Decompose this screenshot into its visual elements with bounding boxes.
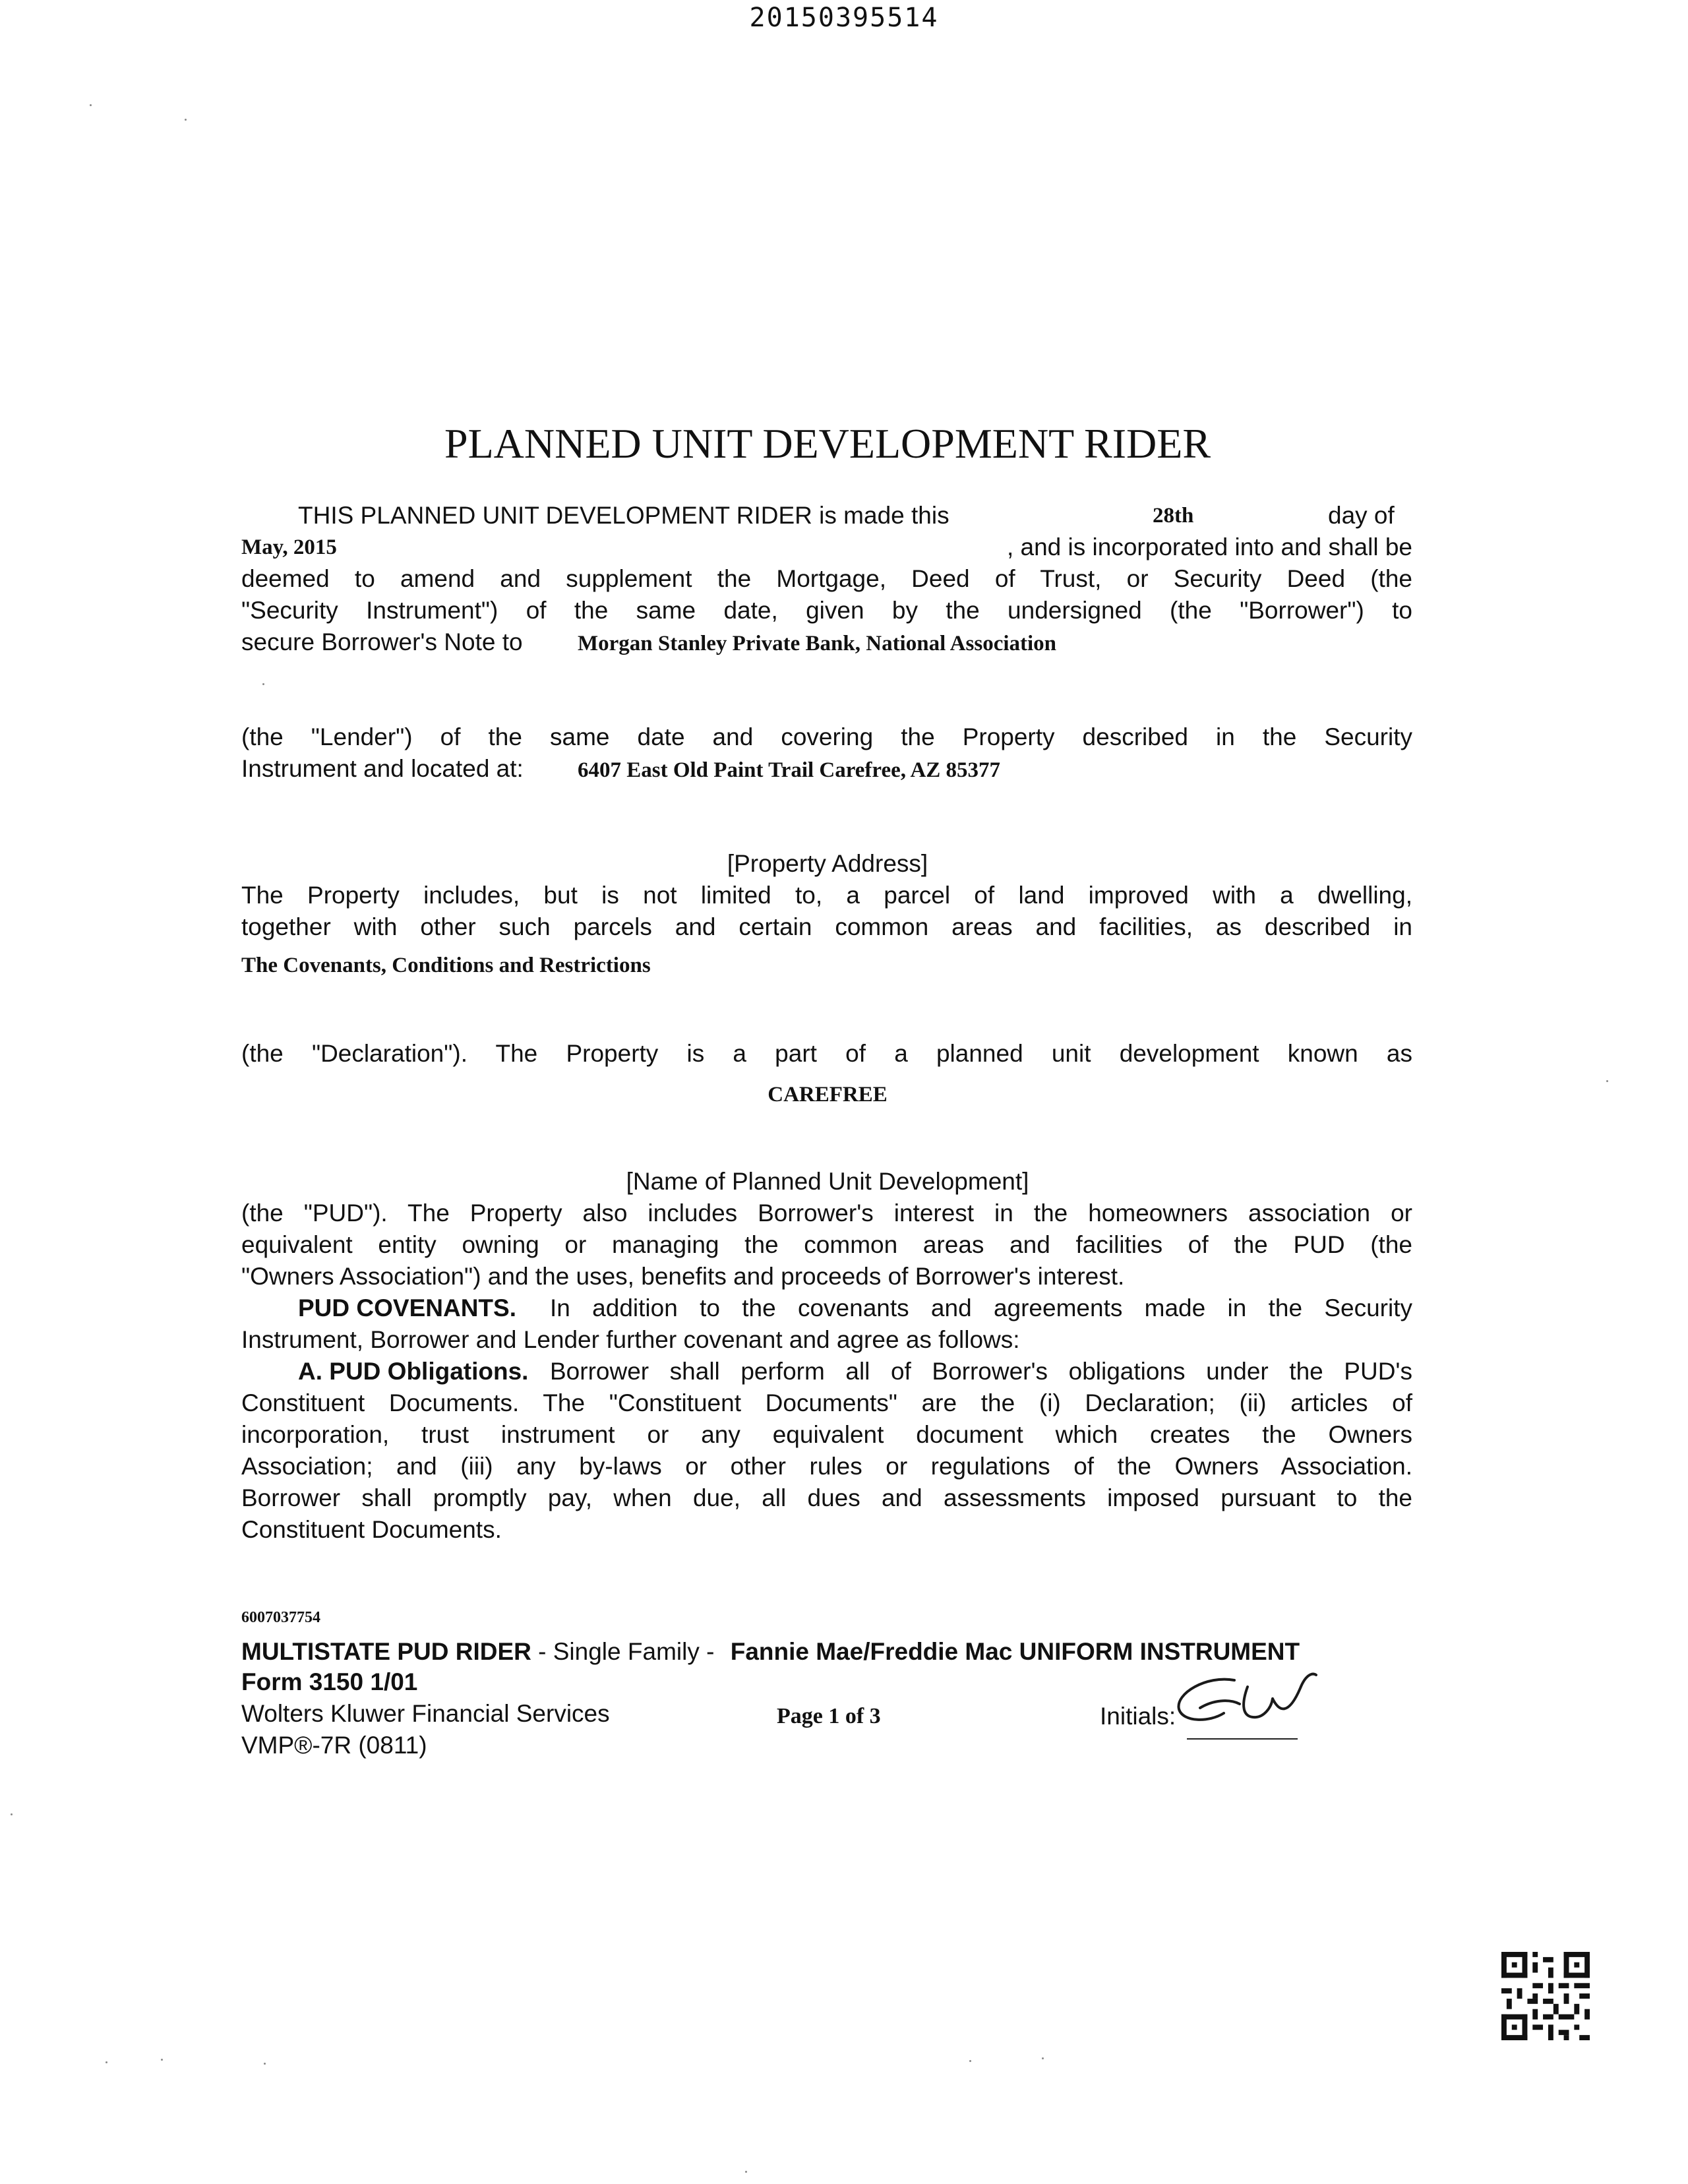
obligations-line-1: Borrower shall perform all of Borrower's obligations under the PUD's bbox=[550, 1358, 1412, 1385]
scan-speck bbox=[185, 119, 187, 121]
obligations-line-4: Association; and (iii) any by-laws or other rules or regulations of the Owners Association. bbox=[241, 1453, 1412, 1480]
covenants-line-2: Instrument, Borrower and Lender further covenant and agree as follows: bbox=[241, 1326, 1020, 1353]
handwritten-initials bbox=[1160, 1662, 1332, 1741]
covenants-heading: PUD COVENANTS. bbox=[298, 1294, 516, 1321]
publisher: Wolters Kluwer Financial Services bbox=[241, 1700, 610, 1727]
property-line-1: The Property includes, but is not limited to, a parcel of land improved with a dwelling, bbox=[241, 882, 1412, 909]
page-number: Page 1 of 3 bbox=[777, 1704, 881, 1728]
pud-line-2: equivalent entity owning or managing the common areas and facilities of the PUD (the bbox=[241, 1231, 1412, 1258]
pud-name: CAREFREE bbox=[768, 1083, 888, 1107]
obligations-line-3: incorporation, trust instrument or any equivalent document which creates the Owners bbox=[241, 1421, 1412, 1448]
scan-speck bbox=[969, 2060, 971, 2062]
scan-speck bbox=[262, 683, 264, 685]
declaration-line-1: (the "Declaration"). The Property is a part of a planned unit development known as bbox=[241, 1040, 1412, 1067]
scan-speck bbox=[1042, 2057, 1044, 2059]
form-version: VMP®-7R (0811) bbox=[241, 1732, 427, 1759]
rider-month-year: May, 2015 bbox=[241, 535, 337, 559]
intro-line-5: secure Borrower's Note to bbox=[241, 628, 523, 655]
property-address-label: [Property Address] bbox=[727, 850, 928, 877]
pud-line-1: (the "PUD"). The Property also includes Borrower's interest in the homeowners association or bbox=[241, 1199, 1412, 1227]
obligations-line-5: Borrower shall promptly pay, when due, all dues and assessments imposed pursuant to the bbox=[241, 1484, 1412, 1511]
day-of-label: day of bbox=[1328, 502, 1395, 529]
lender-line-1: (the "Lender") of the same date and covering the Property described in the Security bbox=[241, 723, 1412, 750]
scan-speck bbox=[264, 2063, 266, 2065]
scan-speck bbox=[106, 2061, 107, 2063]
form-identifier-line bbox=[241, 1638, 1300, 1666]
rider-day: 28th bbox=[1153, 504, 1194, 528]
loan-number: 6007037754 bbox=[241, 1609, 320, 1626]
scan-speck bbox=[161, 2059, 163, 2061]
intro-line-2: , and is incorporated into and shall be bbox=[1006, 533, 1412, 561]
obligations-heading: A. PUD Obligations. bbox=[298, 1358, 529, 1385]
intro-line-3: deemed to amend and supplement the Mortgage, Deed of Trust, or Security Deed (the bbox=[241, 565, 1412, 592]
scan-speck bbox=[745, 2171, 747, 2173]
obligations-line-6: Constituent Documents. bbox=[241, 1516, 502, 1543]
scan-speck bbox=[1606, 1080, 1608, 1082]
intro-line-1: THIS PLANNED UNIT DEVELOPMENT RIDER is made this bbox=[298, 502, 950, 529]
lender-line-2: Instrument and located at: bbox=[241, 755, 524, 782]
pud-name-label: [Name of Planned Unit Development] bbox=[626, 1168, 1029, 1195]
lender-name: Morgan Stanley Private Bank, National Association bbox=[578, 632, 1057, 655]
form-title: MULTISTATE PUD RIDER bbox=[241, 1638, 531, 1665]
property-address: 6407 East Old Paint Trail Carefree, AZ 85377 bbox=[578, 758, 1001, 782]
document-number: 20150395514 bbox=[749, 3, 939, 33]
obligations-line-2: Constituent Documents. The "Constituent Documents" are the (i) Declaration; (ii) articles of bbox=[241, 1389, 1412, 1416]
declaration-name: The Covenants, Conditions and Restrictions bbox=[241, 954, 651, 977]
covenants-line-1: In addition to the covenants and agreements made in the Security bbox=[550, 1294, 1412, 1321]
scan-speck bbox=[90, 104, 92, 106]
property-line-2: together with other such parcels and certain common areas and facilities, as described in bbox=[241, 913, 1412, 940]
page-title: PLANNED UNIT DEVELOPMENT RIDER bbox=[444, 420, 1211, 467]
intro-line-4: "Security Instrument") of the same date, given by the undersigned (the "Borrower") to bbox=[241, 597, 1412, 624]
form-number: Form 3150 1/01 bbox=[241, 1668, 418, 1695]
form-instrument: Fannie Mae/Freddie Mac UNIFORM INSTRUMENT bbox=[730, 1638, 1300, 1665]
qr-code-icon bbox=[1501, 1952, 1590, 2040]
form-subtitle: - Single Family - bbox=[538, 1638, 715, 1665]
pud-line-3: "Owners Association") and the uses, benefits and proceeds of Borrower's interest. bbox=[241, 1263, 1125, 1290]
initials-label: Initials: bbox=[1100, 1703, 1176, 1730]
scan-speck bbox=[11, 1813, 13, 1815]
